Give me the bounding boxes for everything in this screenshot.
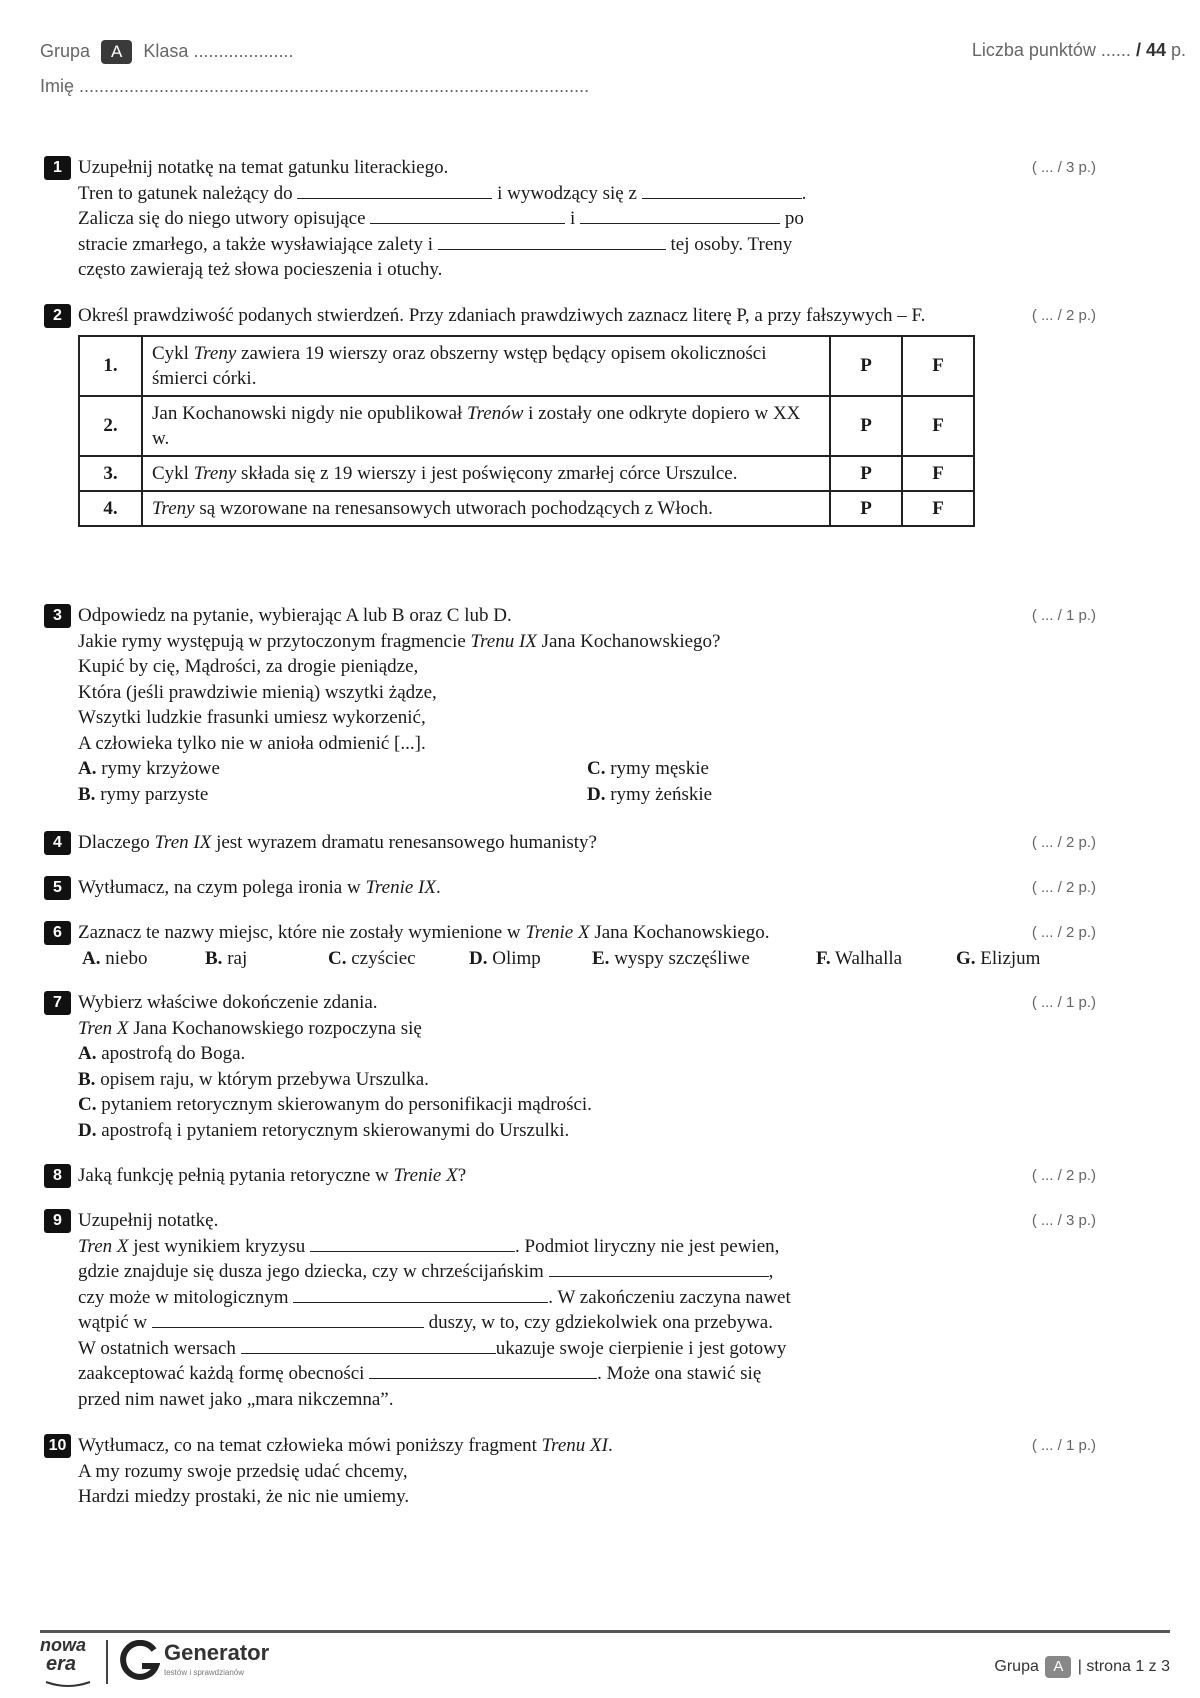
note-text: i wywodzący się z (497, 182, 637, 204)
question-points: ( ... / 3 p.) (1031, 159, 1096, 176)
question-number: 8 (44, 1164, 71, 1188)
question-number: 2 (44, 304, 71, 328)
note-text: często zawierają też słowa pocieszenia i otuchy. (78, 259, 443, 280)
logo-separator (106, 1640, 108, 1684)
question-number: 3 (44, 604, 71, 628)
question-number: 9 (44, 1209, 71, 1233)
table-row (79, 336, 974, 396)
answer-blank[interactable] (293, 1286, 548, 1303)
generator-g-icon (120, 1640, 160, 1684)
question-8 (44, 1163, 1110, 1189)
option-c[interactable]: C. rymy męskie (587, 758, 709, 779)
option-d[interactable]: D. Olimp (469, 947, 541, 969)
question-number: 1 (44, 156, 71, 180)
name-field (40, 76, 589, 97)
question-instruction: Wytłumacz, co na temat człowieka mówi poniższy fragment Trenu XI. (78, 1435, 613, 1456)
note-text: . (801, 182, 807, 204)
question-points: ( ... / 1 p.) (1031, 1437, 1096, 1454)
false-option[interactable]: F (902, 396, 974, 456)
note-text: i (570, 208, 576, 229)
points-label: Liczba punktów (971, 40, 1096, 60)
option-a[interactable]: A. niebo (82, 947, 148, 969)
question-points: ( ... / 2 p.) (1031, 924, 1096, 941)
table-row (79, 491, 974, 526)
true-option[interactable]: P (830, 396, 902, 456)
row-number: 1. (79, 336, 142, 396)
question-instruction: Wytłumacz, na czym polega ironia w Trenie IX. (78, 877, 441, 898)
question-number: 10 (44, 1434, 71, 1458)
answer-blank[interactable] (310, 1235, 515, 1252)
note-line: gdzie znajduje się dusza jego dziecka, czy w chrześcijańskim , (78, 1261, 774, 1282)
question-6 (44, 920, 1110, 971)
question-number: 7 (44, 991, 71, 1015)
question-prompt: Jakie rymy występują w przytoczonym fragmencie Trenu IX Jana Kochanowskiego? (78, 630, 721, 652)
answer-blank[interactable] (370, 207, 565, 224)
logo-swoosh (44, 1680, 92, 1688)
question-instruction: Odpowiedz na pytanie, wybierając A lub B oraz C lub D. (78, 605, 512, 626)
table-row (79, 456, 974, 491)
option-f[interactable]: F. Walhalla (816, 947, 903, 969)
question-9 (44, 1208, 1110, 1412)
note-text: Tren to gatunek należący do (78, 182, 293, 204)
question-points: ( ... / 2 p.) (1031, 879, 1096, 896)
class-label: Klasa (143, 41, 189, 61)
question-3 (44, 603, 1110, 807)
row-number: 3. (79, 456, 142, 491)
note-line: przed nim nawet jako „mara nikczemna”. (78, 1388, 394, 1410)
question-instruction: Uzupełnij notatkę. (78, 1210, 219, 1231)
footer-divider (40, 1630, 1170, 1633)
points-unit: p. (1170, 40, 1186, 60)
answer-blank[interactable] (241, 1337, 496, 1354)
row-number: 4. (79, 491, 142, 526)
table-row (79, 396, 974, 456)
note-line: wątpić w duszy, w to, czy gdziekolwiek ona przebywa. (78, 1312, 773, 1333)
question-10 (44, 1433, 1110, 1510)
row-statement: Cykl Treny składa się z 19 wierszy i jest poświęcony zmarłej córce Urszulce. (142, 456, 830, 491)
poem-line: Kupić by cię, Mądrości, za drogie pieniądze, (78, 656, 419, 677)
group-field (40, 40, 293, 64)
name-dots: ...................................................................................................... (79, 76, 590, 96)
true-false-table (78, 335, 975, 527)
answer-blank[interactable] (580, 207, 780, 224)
nowa-era-logo: nowa era (40, 1636, 98, 1693)
question-instruction: Uzupełnij notatkę na temat gatunku literackiego. (78, 157, 449, 178)
option-d[interactable]: D. rymy żeńskie (587, 783, 713, 805)
poem-line: Która (jeśli prawdziwie mienią) wszytki żądze, (78, 681, 437, 703)
answer-blank[interactable] (549, 1260, 769, 1277)
answer-blank[interactable] (438, 233, 666, 250)
points-field (972, 40, 1186, 61)
option-b[interactable]: B. opisem raju, w którym przebywa Urszulka. (78, 1068, 429, 1090)
question-2 (44, 303, 1110, 527)
false-option[interactable]: F (902, 491, 974, 526)
option-b[interactable]: B. rymy parzyste (78, 783, 209, 805)
poem-line: A człowieka tylko nie w anioła odmienić [...]. (78, 732, 426, 754)
poem-line: A my rozumy swoje przedsię udać chcemy, (78, 1460, 408, 1482)
note-line: W ostatnich wersach ukazuje swoje cierpienie i jest gotowy (78, 1337, 787, 1359)
option-c[interactable]: C. czyściec (328, 947, 416, 969)
option-a[interactable]: A. rymy krzyżowe (78, 758, 220, 779)
page-info: Grupa A | strona 1 z 3 (994, 1656, 1170, 1678)
question-instruction: Wybierz właściwe dokończenie zdania. (78, 992, 378, 1013)
points-total: / 44 (1135, 40, 1166, 60)
group-badge: A (101, 40, 132, 64)
question-points: ( ... / 2 p.) (1031, 834, 1096, 851)
question-points: ( ... / 1 p.) (1031, 607, 1096, 624)
option-e[interactable]: E. wyspy szczęśliwe (592, 947, 750, 969)
true-option[interactable]: P (830, 336, 902, 396)
question-instruction: Określ prawdziwość podanych stwierdzeń. Przy zdaniach prawdziwych zaznacz literę P, a przy fałszywych – F. (78, 305, 926, 326)
poem-line: Hardzi miedzy prostaki, że nic nie umiemy. (78, 1486, 410, 1507)
question-instruction: Jaką funkcję pełnią pytania retoryczne w Trenie X? (78, 1165, 467, 1186)
note-text: po (784, 208, 804, 229)
row-number: 2. (79, 396, 142, 456)
true-option[interactable]: P (830, 456, 902, 491)
question-points: ( ... / 2 p.) (1031, 1167, 1096, 1184)
note-line: Tren X jest wynikiem kryzysu . Podmiot liryczny nie jest pewien, (78, 1235, 780, 1257)
option-d[interactable]: D. apostrofą i pytaniem retorycznym skierowanymi do Urszulki. (78, 1119, 570, 1141)
question-points: ( ... / 1 p.) (1031, 994, 1096, 1011)
option-c[interactable]: C. pytaniem retorycznym skierowanym do personifikacji mądrości. (78, 1094, 592, 1115)
row-statement: Cykl Treny zawiera 19 wierszy oraz obszerny wstęp będący opisem okoliczności śmierci córki. (142, 336, 830, 396)
answer-blank[interactable] (152, 1311, 424, 1328)
option-b[interactable]: B. raj (205, 947, 248, 969)
group-label: Grupa (40, 41, 91, 61)
answer-blank[interactable] (369, 1362, 597, 1379)
false-option[interactable]: F (902, 456, 974, 491)
answer-blank[interactable] (297, 182, 492, 199)
question-prompt: Tren X Jana Kochanowskiego rozpoczyna się (78, 1017, 422, 1039)
question-number: 6 (44, 921, 71, 945)
question-instruction: Zaznacz te nazwy miejsc, które nie zostały wymienione w Trenie X Jana Kochanowskiego. (78, 922, 770, 943)
row-statement: Jan Kochanowski nigdy nie opublikował Trenów i zostały one odkryte dopiero w XX w. (142, 396, 830, 456)
poem-line: Wszytki ludzkie frasunki umiesz wykorzenić, (78, 707, 426, 728)
row-statement: Treny są wzorowane na renesansowych utworach pochodzących z Włoch. (142, 491, 830, 526)
question-7 (44, 990, 1110, 1143)
question-number: 4 (44, 831, 71, 855)
name-label: Imię (40, 76, 75, 96)
question-5 (44, 875, 1110, 901)
option-a[interactable]: A. apostrofą do Boga. (78, 1043, 246, 1064)
question-number: 5 (44, 876, 71, 900)
note-text: tej osoby. Treny (670, 233, 793, 255)
question-4 (44, 830, 1110, 856)
option-g[interactable]: G. Elizjum (956, 947, 1041, 969)
points-dots: ...... (1100, 40, 1131, 60)
note-text: Zalicza się do niego utwory opisujące (78, 208, 366, 229)
true-option[interactable]: P (830, 491, 902, 526)
note-text: stracie zmarłego, a także wysławiające zalety i (78, 233, 433, 255)
false-option[interactable]: F (902, 336, 974, 396)
note-line: zaakceptować każdą formę obecności . Może ona stawić się (78, 1363, 762, 1384)
question-instruction: Dlaczego Tren IX jest wyrazem dramatu renesansowego humanisty? (78, 832, 597, 853)
question-points: ( ... / 3 p.) (1031, 1212, 1096, 1229)
question-1 (44, 155, 1110, 283)
class-dots: .................... (193, 41, 294, 61)
note-line: czy może w mitologicznym . W zakończeniu zaczyna nawet (78, 1286, 791, 1308)
answer-blank[interactable] (642, 182, 802, 199)
question-points: ( ... / 2 p.) (1031, 307, 1096, 324)
footer-group-badge: A (1045, 1656, 1071, 1678)
